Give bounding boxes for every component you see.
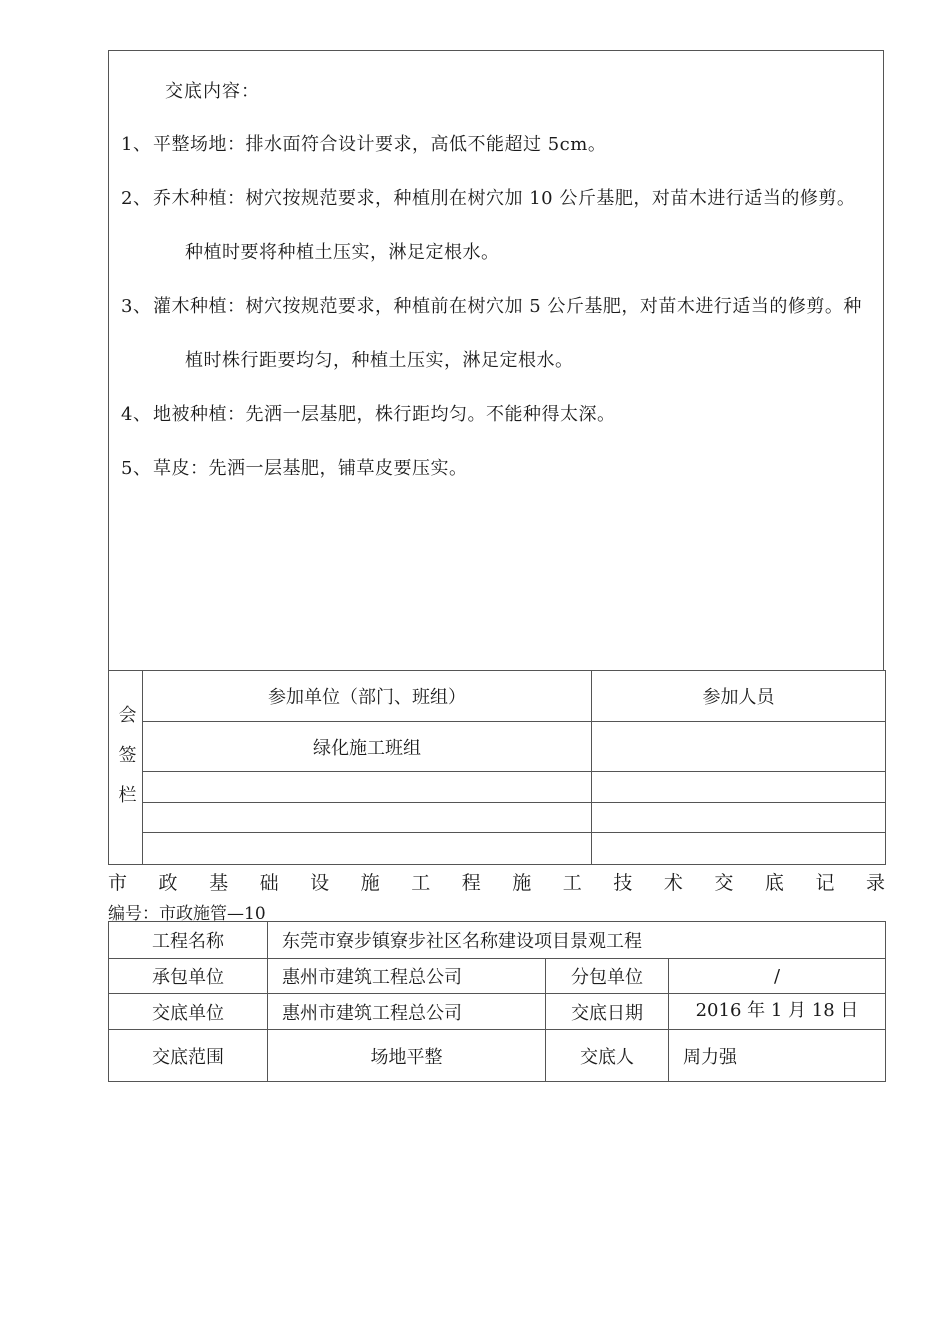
title-char: 技 (613, 872, 633, 894)
title-char: 础 (259, 872, 279, 894)
content-item-4: 4、地被种植：先洒一层基肥，株行距均匀。不能种得太深。 (121, 404, 616, 425)
signoff-people-cell (592, 833, 886, 865)
table-row (109, 722, 886, 772)
title-char: 工 (562, 872, 582, 894)
signoff-unit-cell (143, 803, 592, 833)
subcontractor-value: / (669, 959, 886, 994)
signoff-unit-cell (143, 833, 592, 865)
item-text: 乔木种植：树穴按规范要求，种植刖在树穴加 10 公斤基肥，对苗木进行适当的修剪。种植时要将种植土压实，淋足定根水。 (153, 188, 856, 263)
table-row (109, 922, 886, 959)
briefing-content-box (108, 50, 884, 670)
title-char: 交 (714, 872, 734, 894)
title-char: 程 (461, 872, 481, 894)
briefing-unit-label: 交底单位 (109, 994, 268, 1030)
title-char: 记 (815, 872, 835, 894)
signoff-unit-cell: 绿化施工班组 (143, 722, 592, 772)
title-char: 录 (865, 872, 885, 894)
briefing-unit-value: 惠州市建筑工程总公司 (268, 994, 546, 1030)
item-text: 灌木种植：树穴按规范要求，种植前在树穴加 5 公斤基肥，对苗木进行适当的修剪。种植时株行距要均匀，种植土压实，淋足定根水。 (153, 296, 862, 371)
table-row (109, 772, 886, 803)
subcontractor-label: 分包单位 (546, 959, 669, 994)
briefer-value: 周力强 (669, 1030, 886, 1082)
briefer-label: 交底人 (546, 1030, 669, 1082)
signoff-side-label: 会签栏 (109, 671, 143, 865)
table-row (109, 994, 886, 1030)
signoff-people-cell (592, 803, 886, 833)
content-heading: 交底内容： (165, 81, 260, 102)
project-info-table (108, 921, 886, 1082)
briefing-date-label: 交底日期 (546, 994, 669, 1030)
content-item-5: 5、草皮：先洒一层基肥，铺草皮要压实。 (121, 458, 468, 479)
title-char: 施 (512, 872, 532, 894)
briefing-date-value: 2016 年 1 月 18 日 (669, 994, 886, 1030)
content-item-1: 1、平整场地：排水面符合设计要求，高低不能超过 5cm。 (121, 134, 607, 155)
signoff-header-unit: 参加单位（部门、班组） (143, 671, 592, 722)
table-row (109, 959, 886, 994)
title-char: 基 (209, 872, 229, 894)
title-char: 术 (663, 872, 683, 894)
signoff-header-people: 参加人员 (592, 671, 886, 722)
project-name-value: 东莞市寮步镇寮步社区名称建设项目景观工程 (268, 922, 886, 959)
title-char: 政 (158, 872, 178, 894)
title-char: 工 (411, 872, 431, 894)
signoff-unit-cell (143, 772, 592, 803)
signoff-people-cell (592, 722, 886, 772)
table-row (109, 833, 886, 865)
content-item-3: 3、灌木种植：树穴按规范要求，种植前在树穴加 5 公斤基肥，对苗木进行适当的修剪。种植时株行距要均匀，种植土压实，淋足定根水。 (121, 296, 862, 371)
contractor-label: 承包单位 (109, 959, 268, 994)
item-text: 地被种植：先洒一层基肥，株行距均匀。不能种得太深。 (153, 404, 616, 425)
signoff-people-cell (592, 772, 886, 803)
table-row (109, 803, 886, 833)
item-text: 草皮：先洒一层基肥，铺草皮要压实。 (153, 458, 468, 479)
title-char: 设 (310, 872, 330, 894)
scope-value: 场地平整 (268, 1030, 546, 1082)
signoff-table (108, 670, 886, 865)
contractor-value: 惠州市建筑工程总公司 (268, 959, 546, 994)
record-number: 编号：市政施管—10 (108, 904, 266, 924)
title-char: 市 (108, 872, 128, 894)
title-char: 施 (360, 872, 380, 894)
content-item-2: 2、乔木种植：树穴按规范要求，种植刖在树穴加 10 公斤基肥，对苗木进行适当的修剪。种植时要将种植土压实，淋足定根水。 (121, 188, 856, 263)
table-row (109, 1030, 886, 1082)
scope-label: 交底范围 (109, 1030, 268, 1082)
project-name-label: 工程名称 (109, 922, 268, 959)
title-char: 底 (764, 872, 784, 894)
record-title (108, 868, 885, 895)
item-text: 平整场地：排水面符合设计要求，高低不能超过 5cm。 (153, 134, 607, 155)
